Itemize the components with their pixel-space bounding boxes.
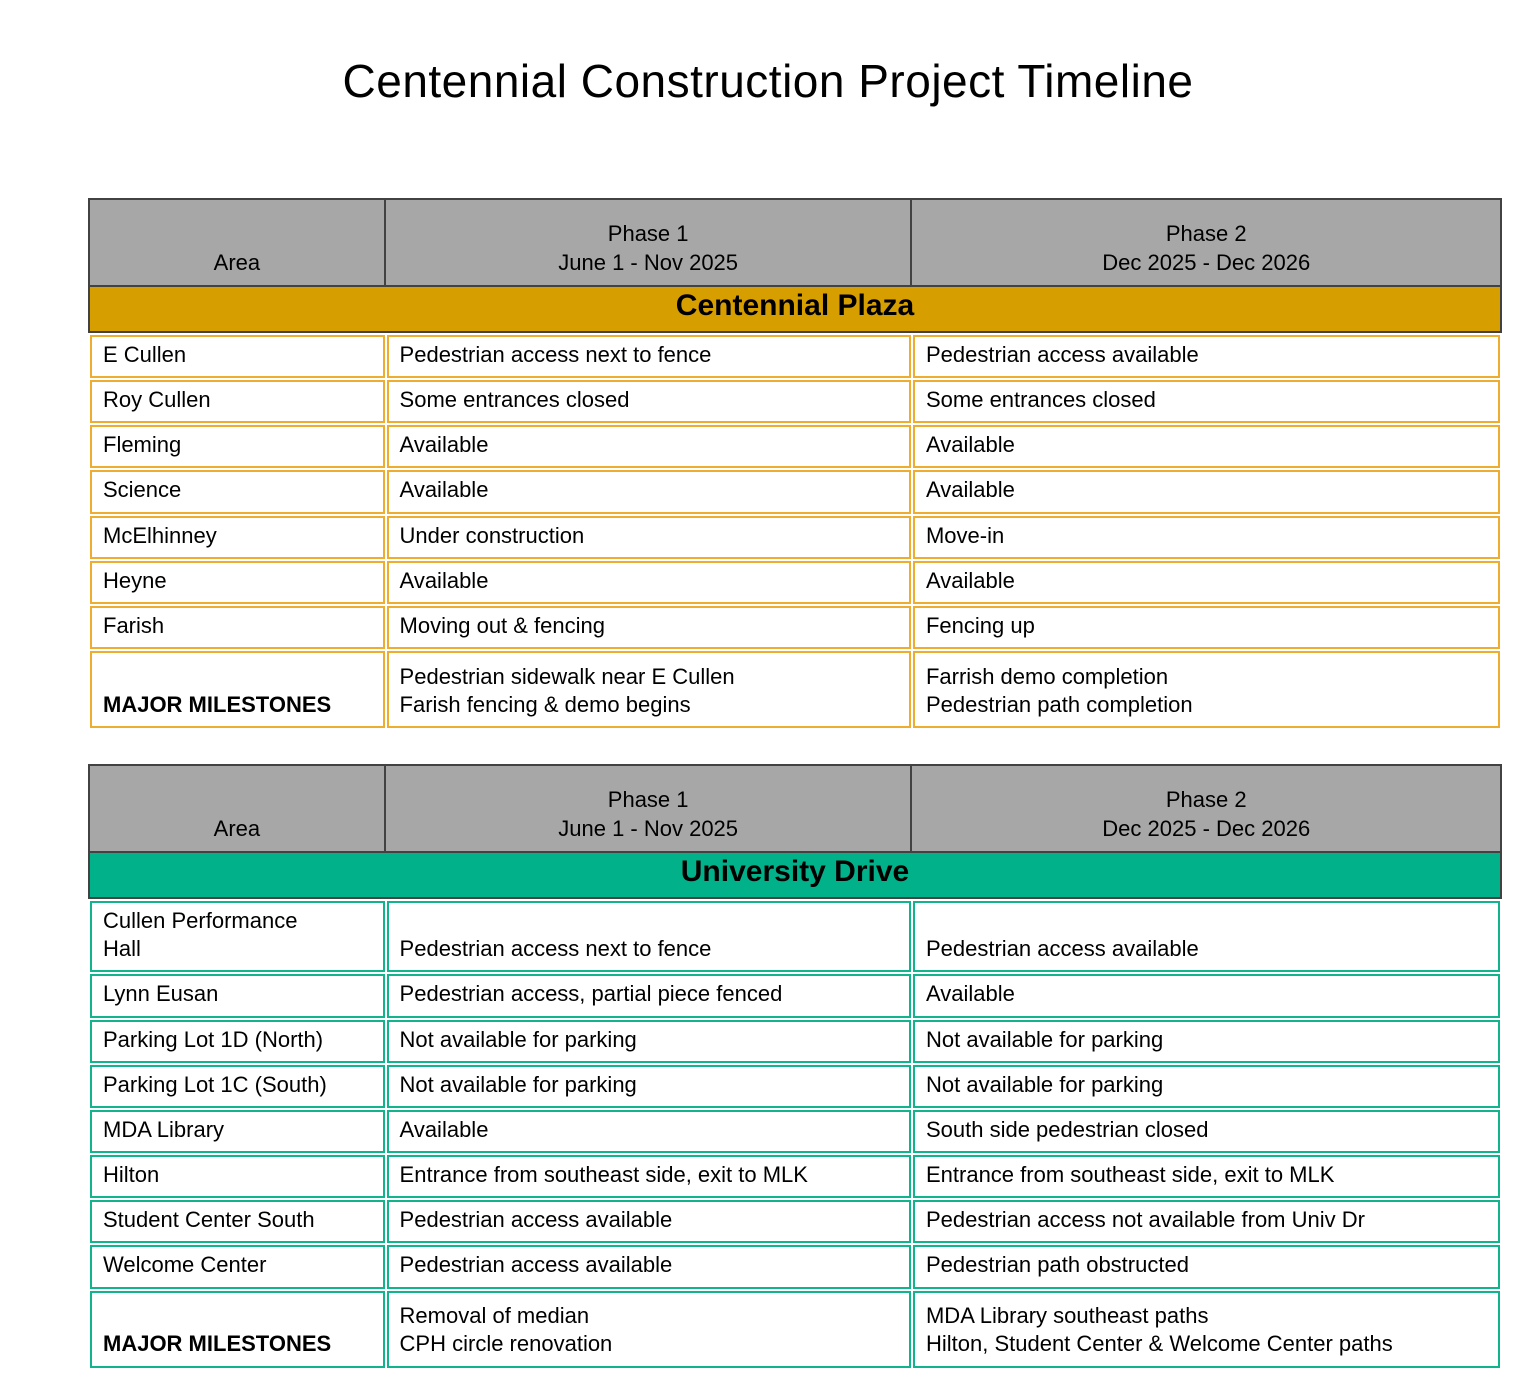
area-cell: Student Center South: [90, 1200, 385, 1243]
column-header-area: Area: [89, 765, 385, 852]
banner-row: [89, 286, 1501, 332]
column-header-phase1: Phase 1 June 1 - Nov 2025: [385, 765, 912, 852]
area-cell: Fleming: [90, 425, 385, 468]
phase2-cell: Available: [913, 470, 1500, 513]
area-cell: Parking Lot 1D (North): [90, 1020, 385, 1063]
table-row: [90, 1200, 1500, 1243]
phase1-cell: Pedestrian access next to fence: [387, 901, 911, 972]
phase2-cell: Pedestrian path obstructed: [913, 1245, 1500, 1288]
table-row: [90, 1155, 1500, 1198]
column-header-phase2: Phase 2 Dec 2025 - Dec 2026: [911, 765, 1501, 852]
section-banner: University Drive: [89, 852, 1501, 898]
header-row: [89, 765, 1501, 852]
phase2-cell: Some entrances closed: [913, 380, 1500, 423]
area-cell: Welcome Center: [90, 1245, 385, 1288]
body-table: [88, 333, 1502, 730]
section-banner: Centennial Plaza: [89, 286, 1501, 332]
table-row: [90, 901, 1500, 972]
phase1-cell: Moving out & fencing: [387, 606, 911, 649]
area-cell: Science: [90, 470, 385, 513]
phase2-cell: Pedestrian access available: [913, 901, 1500, 972]
milestones-phase2-cell: Farrish demo completion Pedestrian path completion: [913, 651, 1500, 728]
table-row: [90, 516, 1500, 559]
table-row: [90, 561, 1500, 604]
table-row: [90, 425, 1500, 468]
milestones-phase1-cell: Removal of median CPH circle renovation: [387, 1291, 911, 1368]
milestones-row: [90, 1291, 1500, 1368]
table-row: [90, 1020, 1500, 1063]
phase2-cell: Entrance from southeast side, exit to MLK: [913, 1155, 1500, 1198]
table-row: [90, 974, 1500, 1017]
header-table: [88, 198, 1502, 333]
banner-row: [89, 852, 1501, 898]
phase2-cell: Available: [913, 974, 1500, 1017]
phase2-cell: Available: [913, 425, 1500, 468]
phase1-cell: Not available for parking: [387, 1065, 911, 1108]
column-header-area: Area: [89, 199, 385, 286]
area-cell: E Cullen: [90, 335, 385, 378]
table-row: [90, 335, 1500, 378]
table-row: [90, 606, 1500, 649]
table-row: [90, 1110, 1500, 1153]
phase1-cell: Pedestrian access available: [387, 1200, 911, 1243]
column-header-phase2: Phase 2 Dec 2025 - Dec 2026: [911, 199, 1501, 286]
milestones-row: [90, 651, 1500, 728]
phase1-cell: Not available for parking: [387, 1020, 911, 1063]
phase2-cell: Fencing up: [913, 606, 1500, 649]
milestones-label: MAJOR MILESTONES: [90, 651, 385, 728]
area-cell: Hilton: [90, 1155, 385, 1198]
header-row: [89, 199, 1501, 286]
timeline-table-section: [88, 198, 1502, 730]
phase2-cell: Available: [913, 561, 1500, 604]
table-row: [90, 470, 1500, 513]
phase1-cell: Some entrances closed: [387, 380, 911, 423]
phase1-cell: Available: [387, 425, 911, 468]
phase2-cell: Not available for parking: [913, 1065, 1500, 1108]
phase1-cell: Entrance from southeast side, exit to MLK: [387, 1155, 911, 1198]
area-cell: Roy Cullen: [90, 380, 385, 423]
phase1-cell: Under construction: [387, 516, 911, 559]
phase1-cell: Available: [387, 1110, 911, 1153]
phase1-cell: Available: [387, 470, 911, 513]
area-cell: Parking Lot 1C (South): [90, 1065, 385, 1108]
area-cell: McElhinney: [90, 516, 385, 559]
table-row: [90, 1245, 1500, 1288]
phase1-cell: Available: [387, 561, 911, 604]
area-cell: Heyne: [90, 561, 385, 604]
page-title: Centennial Construction Project Timeline: [342, 55, 1194, 107]
table-row: [90, 1065, 1500, 1108]
phase1-cell: Pedestrian access next to fence: [387, 335, 911, 378]
tables-container: [88, 198, 1502, 1370]
area-cell: MDA Library: [90, 1110, 385, 1153]
body-table: [88, 899, 1502, 1369]
header-table: [88, 764, 1502, 899]
milestones-phase1-cell: Pedestrian sidewalk near E Cullen Farish fencing & demo begins: [387, 651, 911, 728]
column-header-phase1: Phase 1 June 1 - Nov 2025: [385, 199, 912, 286]
phase2-cell: South side pedestrian closed: [913, 1110, 1500, 1153]
milestones-label: MAJOR MILESTONES: [90, 1291, 385, 1368]
milestones-phase2-cell: MDA Library southeast paths Hilton, Student Center & Welcome Center paths: [913, 1291, 1500, 1368]
phase2-cell: Move-in: [913, 516, 1500, 559]
area-cell: Cullen Performance Hall: [90, 901, 385, 972]
phase1-cell: Pedestrian access available: [387, 1245, 911, 1288]
timeline-table-section: [88, 764, 1502, 1369]
phase2-cell: Pedestrian access not available from Univ Dr: [913, 1200, 1500, 1243]
phase2-cell: Not available for parking: [913, 1020, 1500, 1063]
area-cell: Farish: [90, 606, 385, 649]
phase2-cell: Pedestrian access available: [913, 335, 1500, 378]
phase1-cell: Pedestrian access, partial piece fenced: [387, 974, 911, 1017]
area-cell: Lynn Eusan: [90, 974, 385, 1017]
table-row: [90, 380, 1500, 423]
